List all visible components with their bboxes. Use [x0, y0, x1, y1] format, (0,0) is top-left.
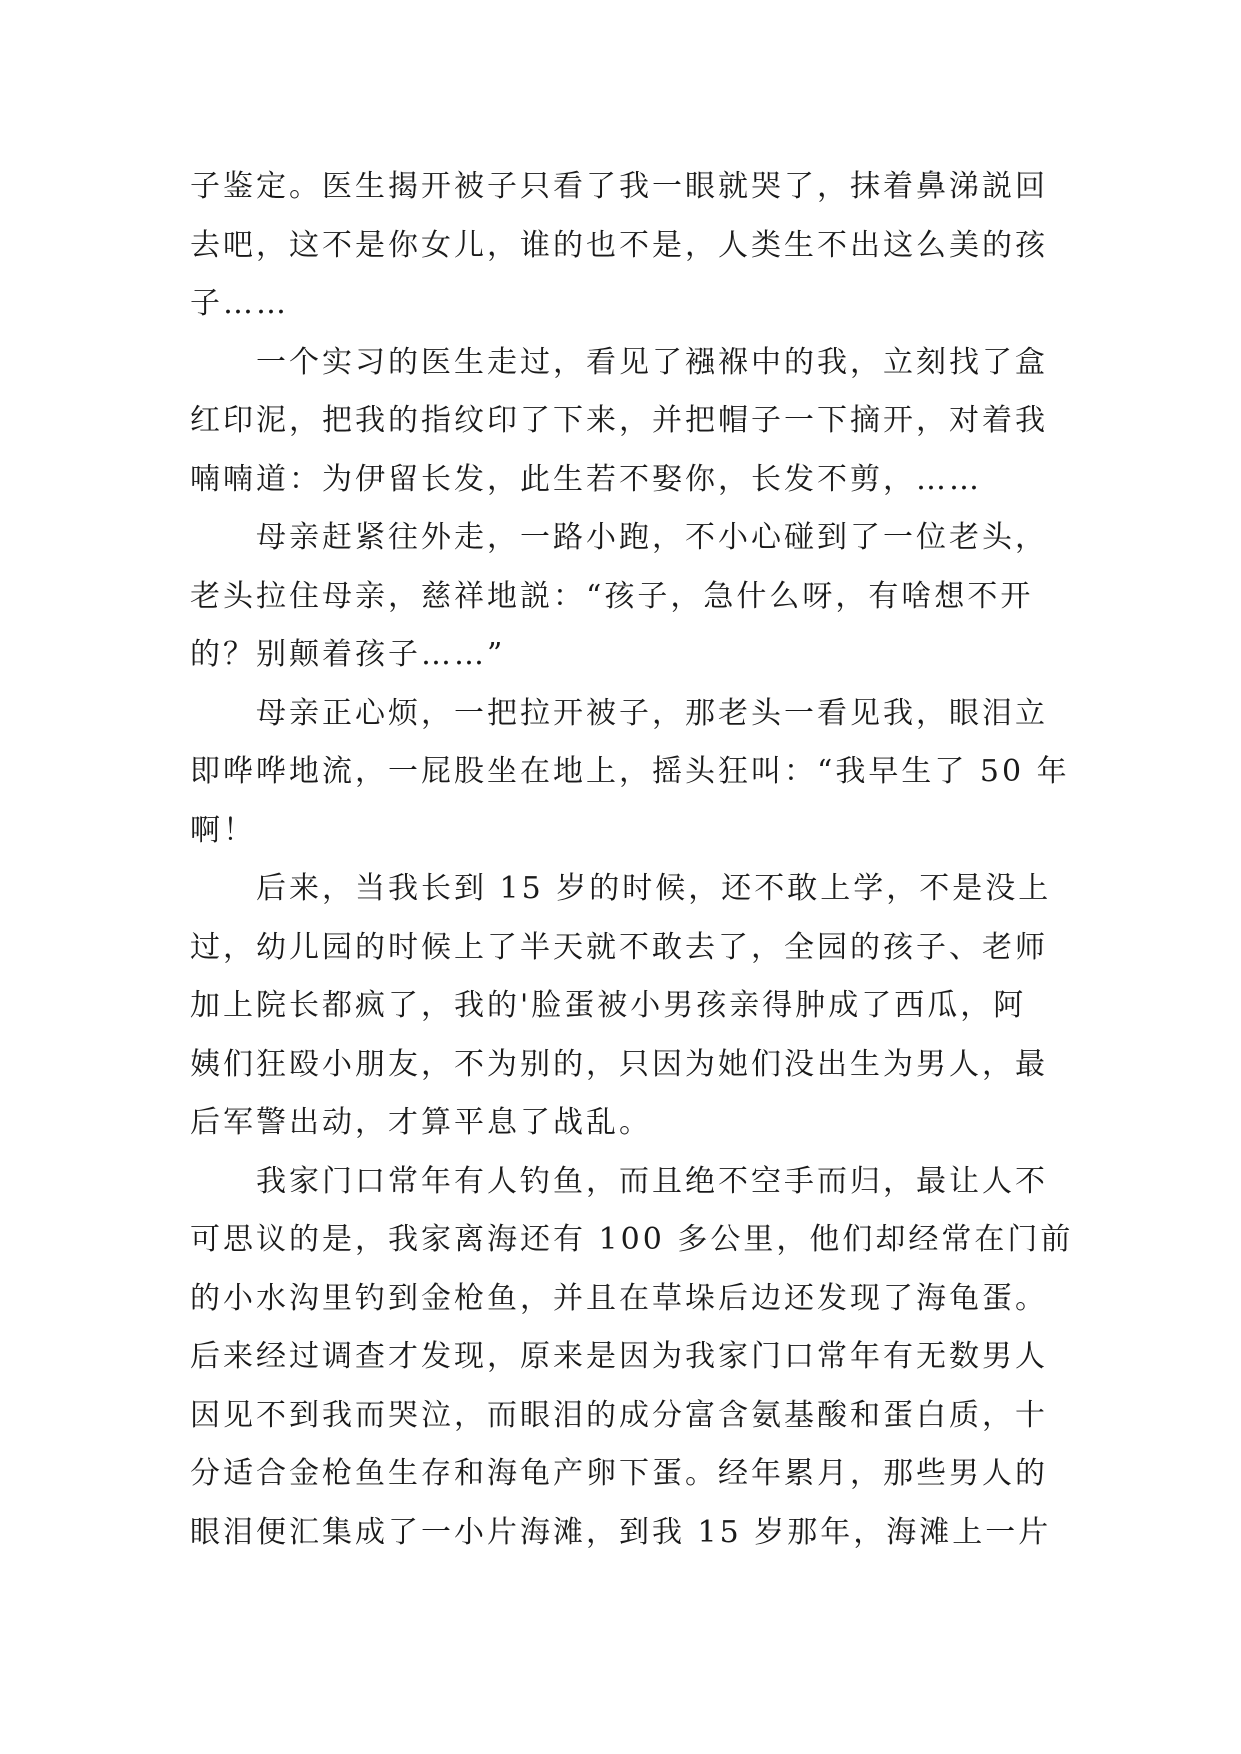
- text-line: 老头拉住母亲，慈祥地説：“孩子，急什么呀，有啥想不开: [190, 578, 1034, 614]
- text-line: 后军警出动，才算平息了战乱。: [190, 1105, 652, 1140]
- text-line: 姨们狂殴小朋友，不为别的，只因为她们没出生为男人，最: [190, 1046, 1048, 1082]
- text-line: 即哗哗地流，一屁股坐在地上，摇头狂叫：“我早生了 50 年: [190, 754, 1070, 789]
- paragraph: [190, 1153, 1074, 1563]
- text-line: 后来，当我长到 15 岁的时候，还不敢上学，不是没上: [256, 871, 1052, 906]
- text-line: 加上院长都疯了，我的'脸蛋被小男孩亲得肿成了西瓜，阿: [190, 988, 1027, 1023]
- text-line: 过，幼儿园的时候上了半天就不敢去了，全园的孩子、老师: [190, 929, 1048, 965]
- text-line: 啊！: [190, 812, 256, 848]
- text-line: 母亲赶紧往外走，一路小跑，不小心碰到了一位老头，: [256, 520, 1048, 555]
- paragraph: [190, 334, 1060, 510]
- paragraph: [190, 158, 1060, 334]
- text-line: 后来经过调查才发现，原来是因为我家门口常年有无数男人: [190, 1339, 1048, 1374]
- text-line: 红印泥，把我的指纹印了下来，并把帽子一下摘开，对着我: [190, 403, 1048, 438]
- paragraph: [190, 860, 1060, 1153]
- paragraph: [190, 509, 1060, 685]
- text-line: 子……: [190, 286, 289, 321]
- paragraph: [190, 685, 1070, 861]
- text-line: 的？别颠着孩子……”: [190, 637, 506, 672]
- text-line: 分适合金枪鱼生存和海龟产卵下蛋。经年累月，那些男人的: [190, 1456, 1048, 1491]
- text-line: 的小水沟里钓到金枪鱼，并且在草垛后边还发现了海龟蛋。: [190, 1280, 1048, 1316]
- document-body: [190, 158, 1074, 1562]
- text-line: 可思议的是，我家离海还有 100 多公里，他们却经常在门前: [190, 1222, 1074, 1257]
- text-line: 喃喃道：为伊留长发，此生若不娶你，长发不剪，……: [190, 461, 982, 497]
- text-line: 母亲正心烦，一把拉开被子，那老头一看见我，眼泪立: [256, 695, 1048, 731]
- text-line: 因见不到我而哭泣，而眼泪的成分富含氨基酸和蛋白质，十: [190, 1397, 1048, 1433]
- text-line: 一个实习的医生走过，看见了襁褓中的我，立刻找了盒: [256, 344, 1048, 380]
- text-line: 子鉴定。医生揭开被子只看了我一眼就哭了，抹着鼻涕説回: [190, 169, 1048, 204]
- text-line: 我家门口常年有人钓鱼，而且绝不空手而归，最让人不: [256, 1163, 1048, 1199]
- text-line: 眼泪便汇集成了一小片海滩，到我 15 岁那年，海滩上一片: [190, 1514, 1052, 1550]
- text-line: 去吧，这不是你女儿，谁的也不是，人类生不出这么美的孩: [190, 227, 1048, 263]
